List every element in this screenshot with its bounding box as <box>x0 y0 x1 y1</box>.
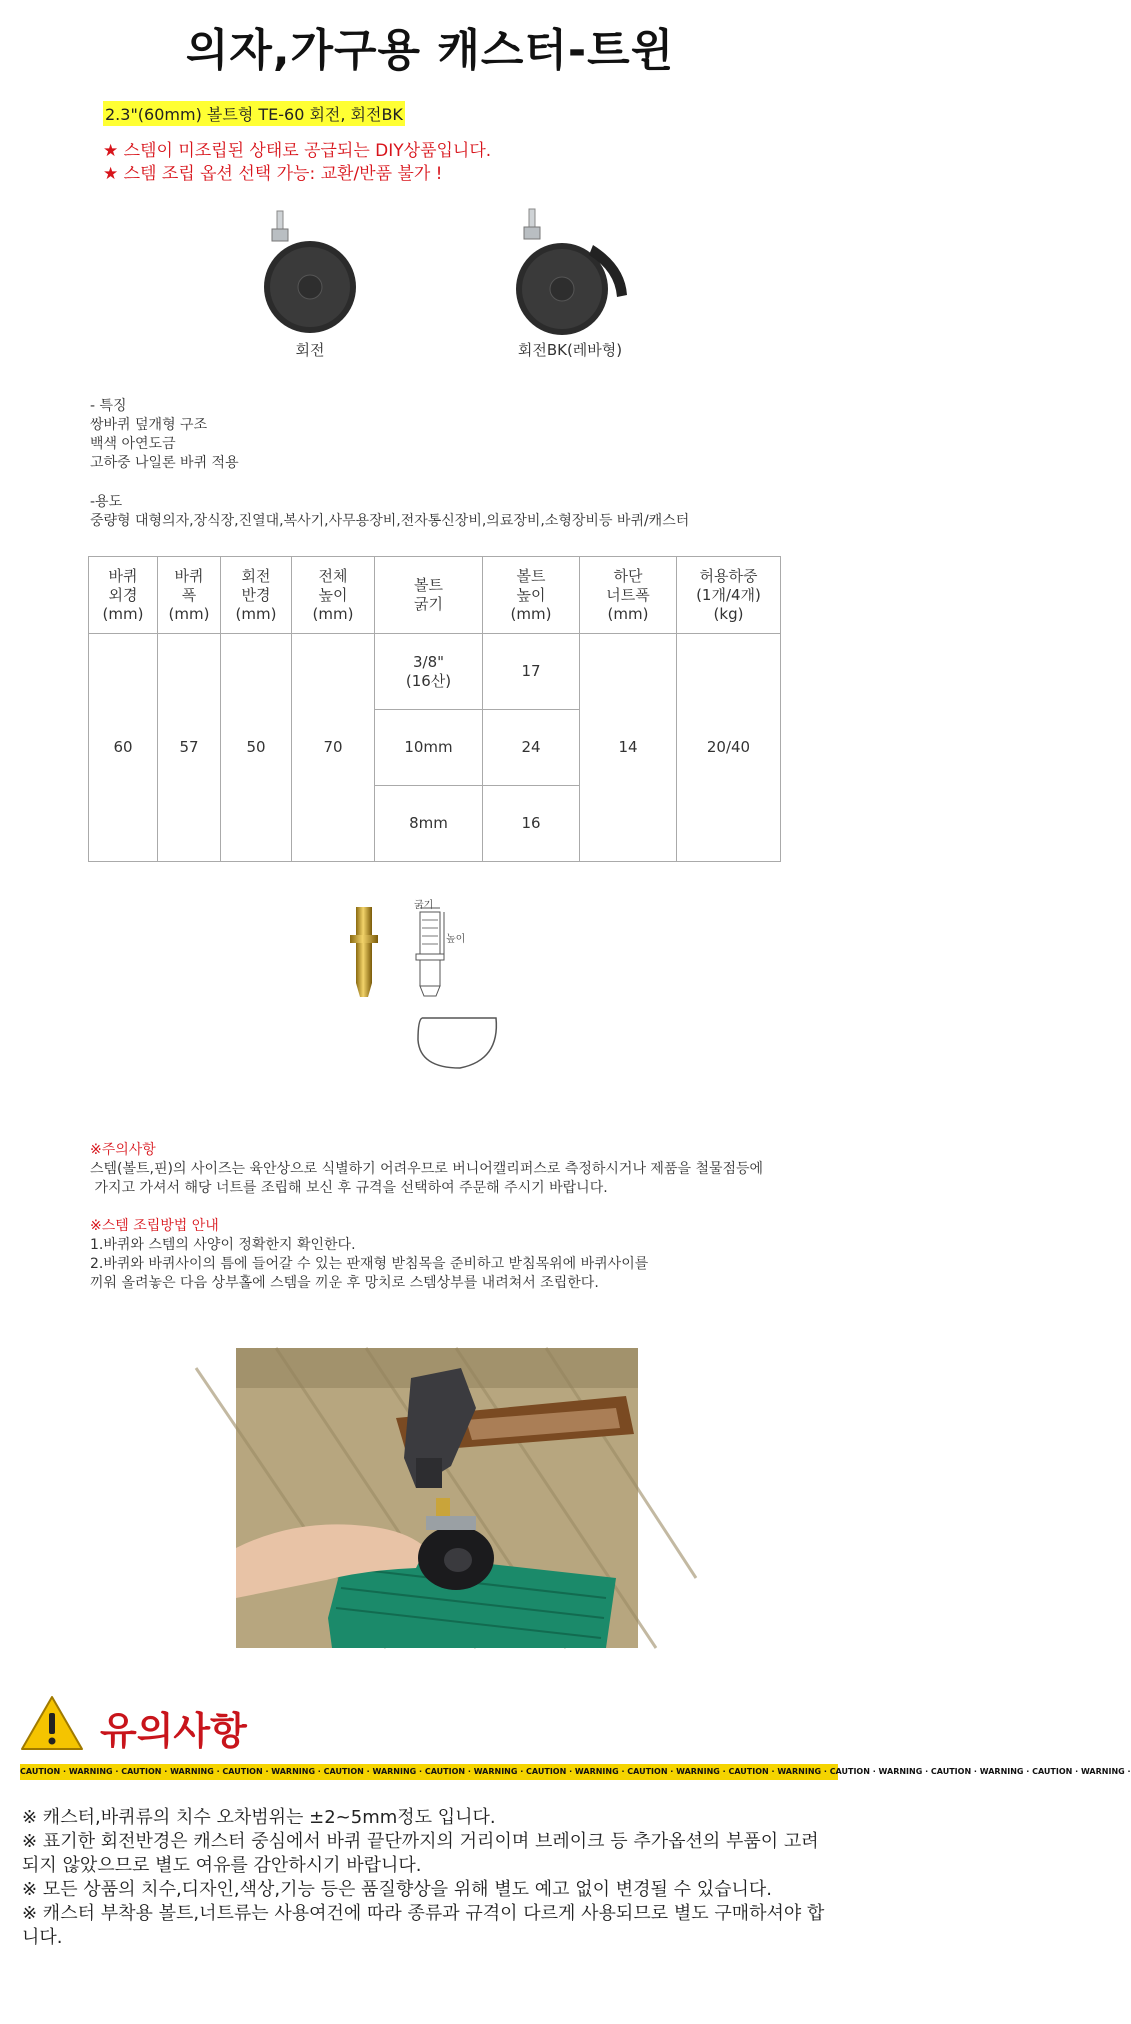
features-heading: - 특징 <box>90 398 127 414</box>
assembly-line: 2.바퀴와 바퀴사이의 틈에 들어갈 수 있는 판재형 받침목을 준비하고 받침목위에 바퀴사이를 <box>90 1256 649 1272</box>
header-outer-diameter: 바퀴 외경 (mm) <box>89 557 158 634</box>
diagram-label-thickness: 굵기 <box>414 900 434 911</box>
header-total-height: 전체 높이 (mm) <box>292 557 375 634</box>
warning-note: ※ 표기한 회전반경은 캐스터 중심에서 바퀴 끝단까지의 거리이며 브레이크 등 추가옵션의 부품이 고려되지 않았으므로 별도 여유를 감안하시기 바랍니다. <box>22 1831 819 1876</box>
cell-bolt-thickness: 3/8" (16산) <box>375 634 483 710</box>
cell-bolt-height: 17 <box>483 634 580 710</box>
header-bolt-height: 볼트 높이 (mm) <box>483 557 580 634</box>
caution-tape: CAUTION · WARNING · CAUTION · WARNING · CAUTION · WARNING · CAUTION · WARNING · CAUTION · WARNING · CAUTION · WARNING · CAUTION · WARNING · CAUTION · WARNING · CAUTION · WARNING · CAUTION · WARNING · CAUTION · WARNING · <box>20 1764 838 1780</box>
cell-bolt-thickness: 8mm <box>375 786 483 862</box>
warning-notes <box>22 1806 834 1950</box>
notice-diy: ★ 스템이 미조립된 상태로 공급되는 DIY상품입니다. <box>103 141 492 161</box>
header-width: 바퀴 폭 (mm) <box>158 557 221 634</box>
assembly-photo <box>236 1348 638 1648</box>
cell-total-height: 70 <box>292 634 375 862</box>
usage-heading: -용도 <box>90 494 123 510</box>
table-row <box>89 634 781 710</box>
warning-note: ※ 모든 상품의 치수,디자인,색상,기능 등은 품질향상을 위해 별도 예고 없이 변경될 수 있습니다. <box>22 1879 772 1900</box>
product-subtitle: 2.3"(60mm) 볼트형 TE-60 회전, 회전BK <box>103 101 405 126</box>
header-bolt-thickness: 볼트 굵기 <box>375 557 483 634</box>
header-nut-width: 하단 너트폭 (mm) <box>580 557 677 634</box>
warning-icon <box>20 1694 84 1752</box>
spec-table <box>88 556 781 862</box>
caster-swivel-image <box>255 205 365 335</box>
feature-item: 고하중 나일론 바퀴 적용 <box>90 455 239 471</box>
warning-heading: 유의사항 <box>100 1709 247 1753</box>
cell-swivel-radius: 50 <box>221 634 292 862</box>
feature-item: 백색 아연도금 <box>90 436 176 452</box>
diagram-label-height: 높이 <box>446 934 466 945</box>
caster-swivel-brake-image <box>505 205 635 335</box>
cell-bolt-height: 24 <box>483 710 580 786</box>
header-swivel-radius: 회전 반경 (mm) <box>221 557 292 634</box>
cell-load: 20/40 <box>677 634 781 862</box>
brass-stem-image <box>340 905 390 1005</box>
cell-outer-diameter: 60 <box>89 634 158 862</box>
assembly-line: 1.바퀴와 스템의 사양이 정확한지 확인한다. <box>90 1237 356 1253</box>
cell-width: 57 <box>158 634 221 862</box>
header-load: 허용하중 (1개/4개) (kg) <box>677 557 781 634</box>
caution-line: 스템(볼트,핀)의 사이즈는 육안상으로 식별하기 어려우므로 버니어캘리퍼스로 측정하시거나 제품을 철물점등에 <box>90 1161 764 1177</box>
page-title: 의자,가구용 캐스터-트윈 <box>185 25 675 76</box>
stem-dimension-diagram <box>400 890 530 1110</box>
table-header-row <box>89 557 781 634</box>
assembly-heading: ※스템 조립방법 안내 <box>90 1218 219 1234</box>
cell-bolt-height: 16 <box>483 786 580 862</box>
cell-nut-width: 14 <box>580 634 677 862</box>
warning-note: ※ 캐스터 부착용 볼트,너트류는 사용여건에 따라 종류과 규격이 다르게 사용되므로 별도 구매하셔야 합니다. <box>22 1903 825 1948</box>
caption-swivel: 회전 <box>295 341 325 359</box>
caution-line: 가지고 가셔서 해당 너트를 조립해 보신 후 규격을 선택하여 주문해 주시기 바랍니다. <box>90 1180 608 1196</box>
assembly-line: 끼워 올려놓은 다음 상부홀에 스템을 끼운 후 망치로 스템상부를 내려쳐서 조립한다. <box>90 1275 599 1291</box>
usage-text: 중량형 대형의자,장식장,진열대,복사기,사무용장비,전자통신장비,의료장비,소형장비등 바퀴/캐스터 <box>90 513 690 529</box>
notice-option: ★ 스템 조립 옵션 선택 가능: 교환/반품 불가 ! <box>103 164 443 184</box>
warning-note: ※ 캐스터,바퀴류의 치수 오차범위는 ±2~5mm정도 입니다. <box>22 1807 496 1828</box>
caution-heading: ※주의사항 <box>90 1142 156 1158</box>
feature-item: 쌍바퀴 덮개형 구조 <box>90 417 208 433</box>
cell-bolt-thickness: 10mm <box>375 710 483 786</box>
caption-swivel-brake: 회전BK(레바형) <box>517 341 623 359</box>
